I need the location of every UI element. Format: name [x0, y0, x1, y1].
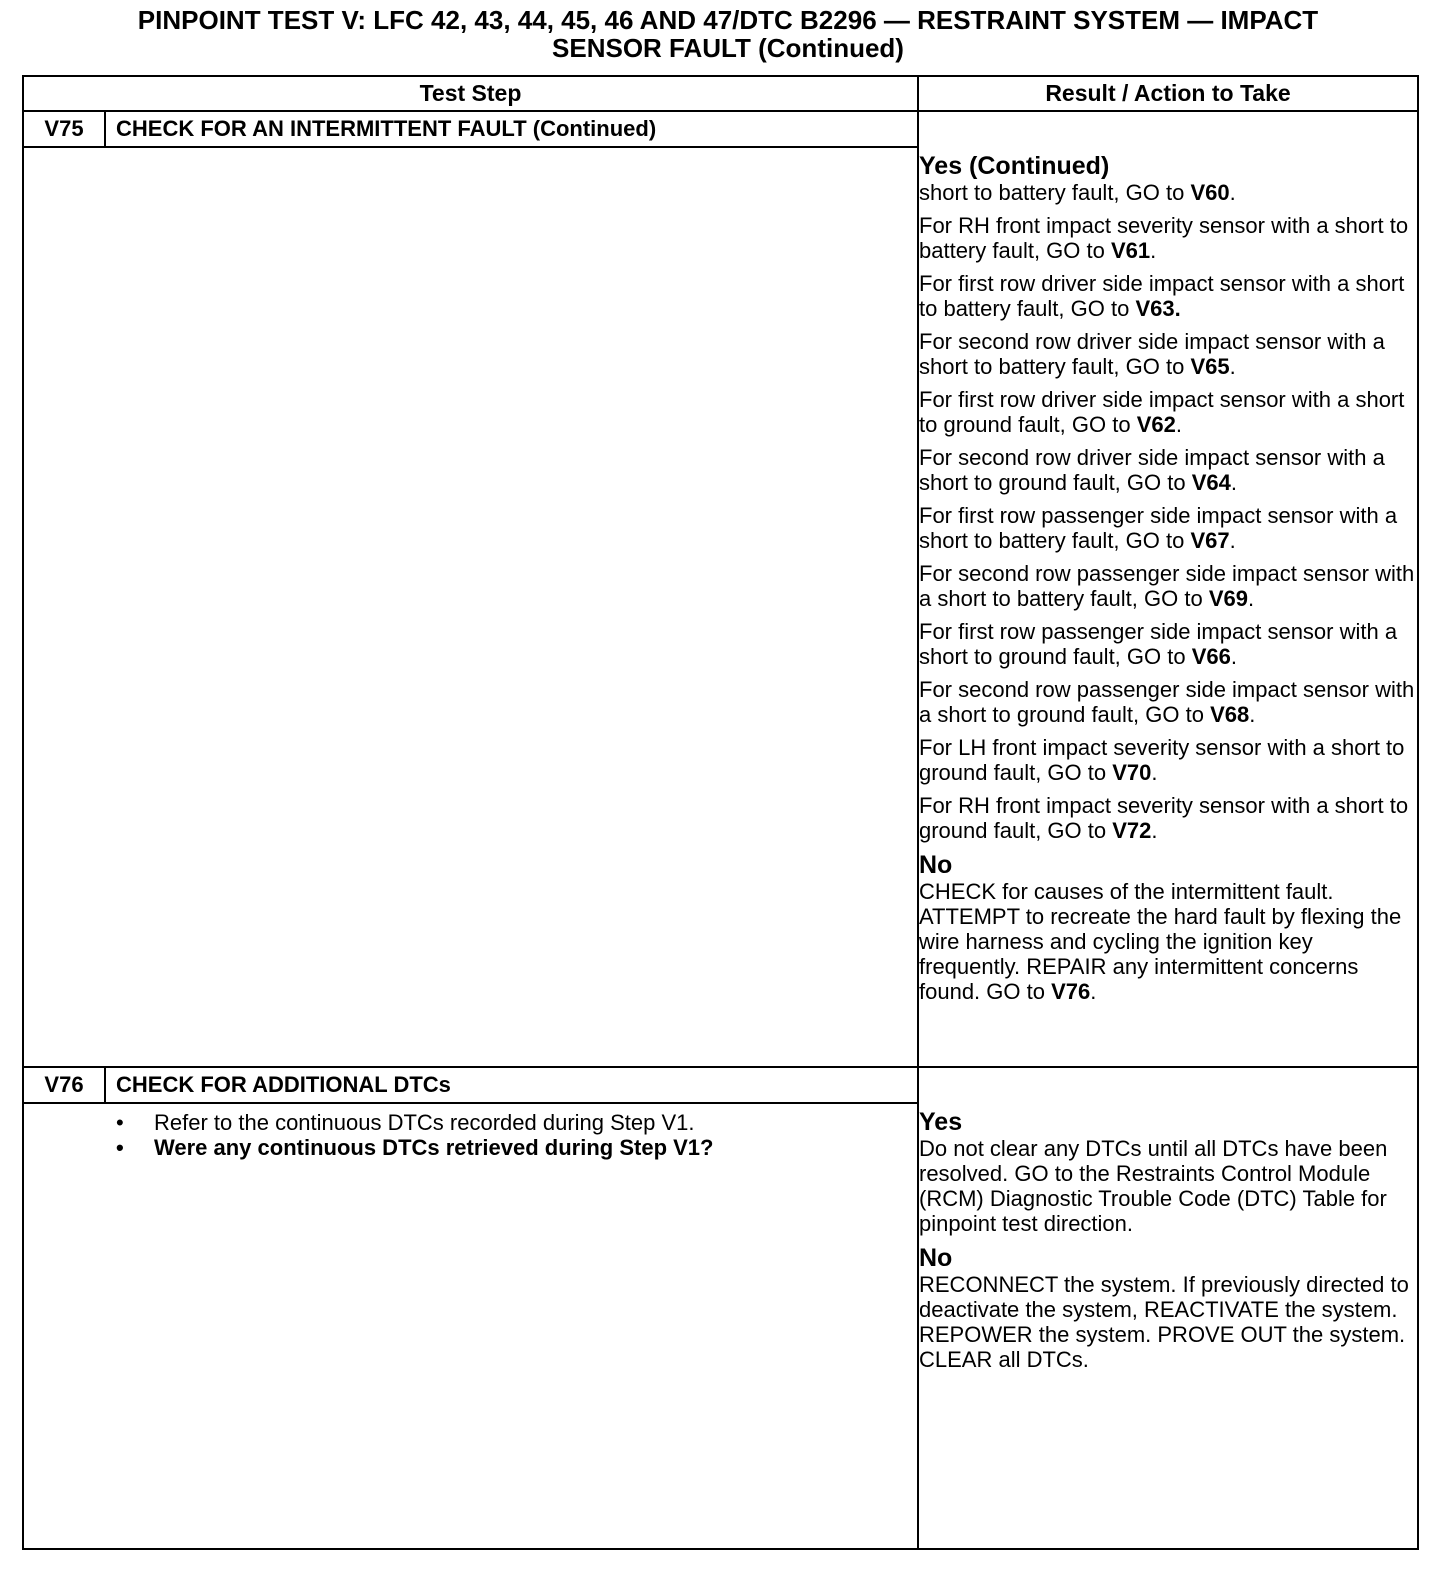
- no-label: No: [919, 851, 953, 879]
- result-item: For RH front impact severity sensor with a short to battery fault, GO to V61.: [919, 213, 1409, 263]
- result-item: For LH front impact severity sensor with a short to ground fault, GO to V70.: [919, 735, 1405, 785]
- yes-label: Yes: [919, 1108, 963, 1136]
- step-row-v76: [23, 1067, 1418, 1549]
- step-reference: V68: [1210, 702, 1250, 727]
- step-row-v75: [23, 111, 1418, 1067]
- no-label: No: [919, 1244, 953, 1272]
- step-reference: V70: [1112, 760, 1152, 785]
- title-line-2: SENSOR FAULT (Continued): [552, 33, 904, 63]
- no-text: CHECK for causes of the intermittent fault. ATTEMPT to recreate the hard fault by flexing the wire harness and cycling the ignition key frequently. REPAIR any intermittent concerns found. GO to V76.: [919, 879, 1402, 1004]
- pinpoint-test-table: [22, 75, 1419, 1550]
- result-item: For second row passenger side impact sensor with a short to ground fault, GO to V68.: [919, 677, 1415, 727]
- result-item: For second row driver side impact sensor with a short to battery fault, GO to V65.: [919, 329, 1385, 379]
- step-reference: V76: [1051, 979, 1091, 1004]
- step-reference: V60: [1190, 180, 1230, 205]
- step-reference: V64: [1191, 470, 1231, 495]
- step-reference: V66: [1191, 644, 1231, 669]
- bullet-question: • Were any continuous DTCs retrieved during Step V1?: [116, 1135, 917, 1160]
- step-reference: V72: [1112, 818, 1152, 843]
- page-title: [0, 6, 1456, 62]
- step-number: V75: [24, 112, 106, 146]
- title-line-1: PINPOINT TEST V: LFC 42, 43, 44, 45, 46 AND 47/DTC B2296 — RESTRAINT SYSTEM — IMPACT: [137, 5, 1319, 35]
- yes-label: Yes (Continued): [919, 152, 1110, 180]
- result-items: [919, 180, 1417, 843]
- step-reference: V67: [1190, 528, 1230, 553]
- step-reference: V61: [1110, 238, 1151, 263]
- result-item: For first row driver side impact sensor with a short to ground fault, GO to V62.: [919, 387, 1405, 437]
- result-item: For first row passenger side impact sensor with a short to ground fault, GO to V66.: [919, 619, 1398, 669]
- yes-text: Do not clear any DTCs until all DTCs have been resolved. GO to the Restraints Control Module (RCM) Diagnostic Trouble Code (DTC) Table for pinpoint test direction.: [919, 1136, 1388, 1236]
- bullet-item: • Refer to the continuous DTCs recorded during Step V1.: [116, 1110, 917, 1135]
- result-item: short to battery fault, GO to V60.: [919, 180, 1236, 205]
- step-cell-v75: [23, 111, 918, 1067]
- result-cell-v75: [918, 111, 1418, 1067]
- step-reference: V69: [1208, 586, 1248, 611]
- result-item: For first row passenger side impact sensor with a short to battery fault, GO to V67.: [919, 503, 1398, 553]
- result-item: For second row driver side impact sensor with a short to ground fault, GO to V64.: [919, 445, 1385, 495]
- header-result: Result / Action to Take: [918, 76, 1418, 111]
- result-item: For RH front impact severity sensor with a short to ground fault, GO to V72.: [919, 793, 1409, 843]
- result-item: For second row passenger side impact sensor with a short to battery fault, GO to V69.: [919, 561, 1415, 611]
- result-item: For first row driver side impact sensor with a short to battery fault, GO to V63.: [919, 271, 1405, 321]
- step-title: CHECK FOR ADDITIONAL DTCs: [116, 1072, 451, 1097]
- header-test-step: Test Step: [23, 76, 918, 111]
- step-reference: V63.: [1135, 296, 1181, 321]
- result-cell-v76: [918, 1067, 1418, 1549]
- step-title: CHECK FOR AN INTERMITTENT FAULT (Continued): [116, 116, 657, 141]
- step-cell-v76: [23, 1067, 918, 1549]
- step-number: V76: [24, 1068, 106, 1102]
- step-reference: V65: [1190, 354, 1230, 379]
- no-text: RECONNECT the system. If previously directed to deactivate the system, REACTIVATE the system. REPOWER the system. PROVE OUT the system. CLEAR all DTCs.: [919, 1272, 1409, 1372]
- step-reference: V62: [1136, 412, 1176, 437]
